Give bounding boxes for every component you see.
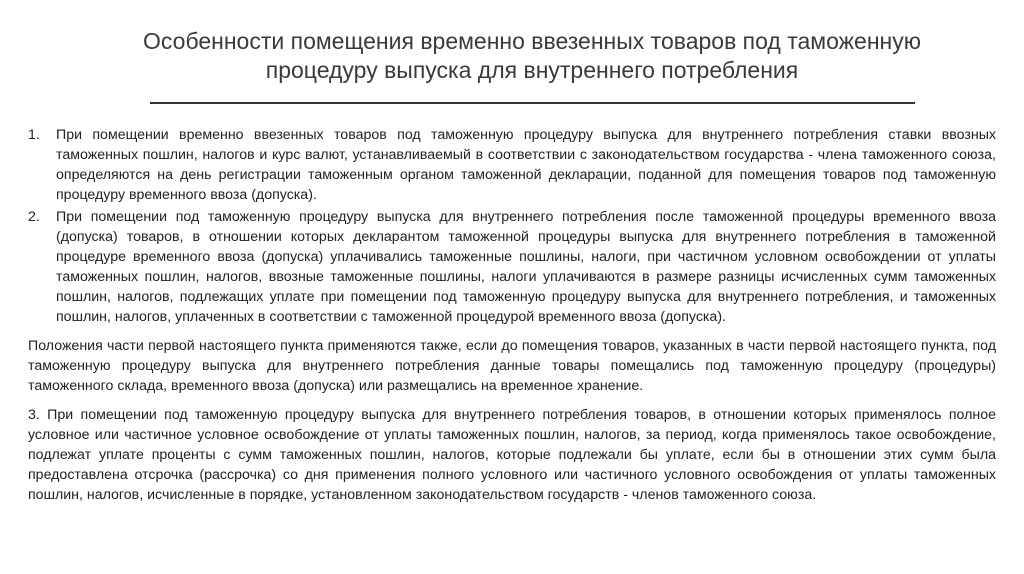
list-item-1 — [28, 125, 996, 205]
title-line-1: Особенности помещения временно ввезенных товаров под таможенную — [143, 28, 921, 54]
list-item-number: 2. — [28, 209, 40, 225]
list-item-text: При помещении под таможенную процедуру выпуска для внутреннего потребления после таможенной процедуры временного ввоза (допуска) товаров, в отношении которых декларантом таможенной процедуры выпуска для внутреннего потребления в таможенной процедуре временного ввоза (допуска) уплачивались таможенные пошлины, налоги, при частичном условном освобождении от уплаты таможенных пошлин, налогов, ввозные таможенные пошлины, налоги уплачиваются в размере разницы исчисленных сумм таможенных пошлин, налогов, подлежащих уплате при помещении под таможенную процедуру выпуска для внутреннего потребления, и таможенных пошлин, налогов, уплаченных в соответствии с таможенной процедурой временного ввоза (допуска). — [56, 209, 996, 325]
title-line-2: процедуру выпуска для внутреннего потребления — [265, 57, 799, 83]
paragraph-provisions: Положения части первой настоящего пункта применяются также, если до помещения товаров, указанных в части первой настоящего пункта, под таможенную процедуру выпуска для внутреннего потребления данные товары помещались под таможенную процедуру (процедуры) таможенного склада, временного ввоза (допуска) или размещались на временное хранение. — [28, 338, 996, 394]
list-item-2 — [28, 207, 996, 327]
paragraph-point-3: 3. При помещении под таможенную процедуру выпуска для внутреннего потребления товаров, в отношении которых применялось полное условное или частичное условное освобождение от уплаты таможенных пошлин, налогов, за период, когда применялось такое освобождение, подлежат уплате проценты с сумм таможенных пошлин, налогов, которые подлежали бы уплате, если бы в отношении этих сумм была предоставлена отсрочка (рассрочка) со дня применения полного условного или частичного условного освобождения от уплаты таможенных пошлин, налогов, исчисленные в порядке, установленном законодательством государств - членов таможенного союза. — [28, 407, 996, 503]
title-divider — [150, 102, 915, 104]
slide-title — [110, 27, 954, 85]
numbered-list — [28, 125, 996, 327]
list-item-number: 1. — [28, 127, 40, 143]
slide-body — [28, 125, 996, 505]
list-item-text: При помещении временно ввезенных товаров под таможенную процедуру выпуска для внутреннего потребления ставки ввозных таможенных пошлин, налогов и курс валют, устанавливаемый в соответствии с законодательством государства - члена таможенного союза, определяются на день регистрации таможенным органом таможенной декларации, поданной для помещения товаров под таможенную процедуру временного ввоза (допуска). — [56, 127, 996, 203]
